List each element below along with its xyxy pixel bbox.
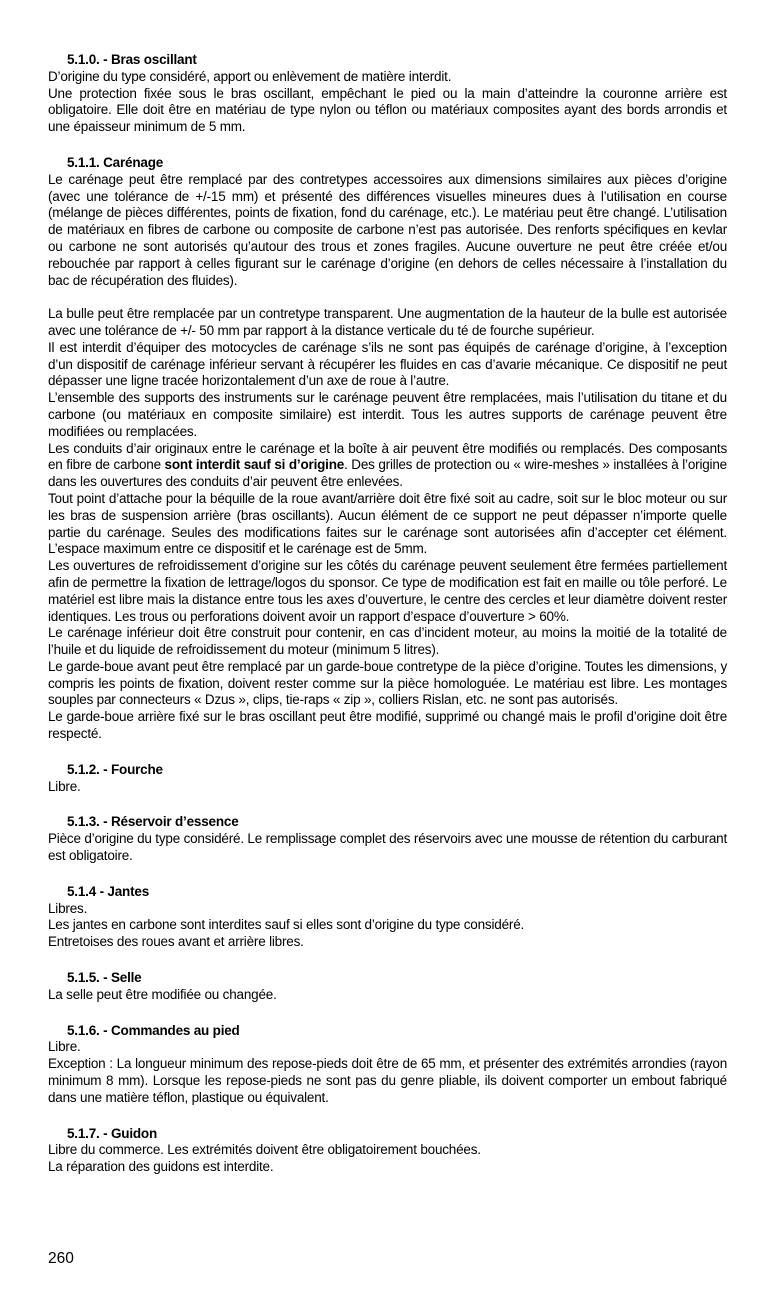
page-number: 260 [48,1250,74,1267]
paragraph-text: Les conduits d’air originaux entre le carénage et la boîte à air peuvent être modifiés ou remplacés. Des composants en fibre de carbone [48,440,727,473]
paragraph-text: Libre du commerce. Les extrémités doivent être obligatoirement bouchées. [48,1142,481,1158]
paragraph [48,306,727,340]
paragraph-text: Il est interdit d’équiper des motocycles de carénage s’ils ne sont pas équipés de carénage d’origine, à l’exception d’un dispositif de carénage inférieur servant à récupérer les fluides en cas d’avarie mécanique. Ce dispositif ne peut dépasser une ligne tracée horizontalement d’un axe de roue à l’autre. [48,339,727,389]
paragraph-text: Le garde-boue avant peut être remplacé par un garde-boue contretype de la pièce d’origine. Toutes les dimensions, y compris les points de fixation, doivent rester comme sur la pièce homologuée. Le matériau est libre. Les montages souples par connecteurs « Dzus », clips, tie-raps « zip », colliers Rislan, etc. ne sont pas autorisés. [48,658,727,708]
paragraph [48,659,727,709]
paragraph-text: La bulle peut être remplacée par un contretype transparent. Une augmentation de la hauteur de la bulle est autorisée avec une tolérance de +/- 50 mm par rapport à la distance verticale du té de fourche supérieur. [48,306,727,338]
paragraph [48,831,727,865]
paragraph-text: Exception : La longueur minimum des repose-pieds doit être de 65 mm, et présenter des extrémités arrondies (rayon minimum 8 mm). Lorsque les repose-pieds ne sont pas du genre pliable, ils doivent comporter un embout fabriqué dans une matière téflon, plastique ou équivalent. [48,1056,727,1105]
paragraph [48,901,727,918]
paragraph-text: La selle peut être modifiée ou changée. [48,986,277,1002]
section-heading: 5.1.3. - Réservoir d’essence [67,814,239,830]
paragraph [48,390,727,440]
paragraph-text: D’origine du type considéré, apport ou enlèvement de matière interdit. [48,68,452,84]
paragraph-text: La réparation des guidons est interdite. [48,1159,274,1175]
paragraph-text: Le carénage peut être remplacé par des contretypes accessoires aux dimensions similaires aux pièces d’origine (avec une tolérance de +/-15 mm) et présenté des différences visuelles mineures dues à l’utilisation en course (mélange de pièces différentes, points de fixation, fond du carénage, etc.). Le matériau peut être changé. L’utilisation de matériaux en fibres de carbone ou composite de carbone n’est pas autorisée. Des renforts spécifiques en kevlar ou carbone ne sont autorisés qu’autour des trous et zones fragiles. Aucune ouverture ne peut être créée et/ou rebouchée par rapport à celles figurant sur le carénage d’origine (en dehors de celles nécessaire à l’installation du bac de récupération des fluides). [48,171,727,288]
section-heading: 5.1.1. Carénage [67,154,164,170]
paragraph [48,779,727,796]
section-heading: 5.1.7. - Guidon [67,1125,158,1141]
paragraph-text: . Des grilles de protection ou « wire-meshes » installées à l’origine dans les ouvertures des conduits d’air peuvent être enlevées. [48,457,727,490]
paragraph [48,1142,727,1159]
paragraph-text: Pièce d’origine du type considéré. Le remplissage complet des réservoirs avec une mousse de rétention du carburant est obligatoire. [48,831,727,864]
paragraph [48,172,727,290]
paragraph [48,441,727,491]
paragraph [48,934,727,951]
paragraph-text: Les ouvertures de refroidissement d’origine sur les côtés du carénage peuvent seulement être fermées partiellement afin de permettre la fixation de lettrage/logos du sponsor. Ce type de modification est fait en maille ou tôle perforé. Le matériel est libre mais la distance entre tous les axes d’ouverture, le centre des cercles et leur diamètre doivent rester identiques. Les trous ou perforations doivent avoir un rapport d’espace d’ouverture > 60%. [48,558,727,624]
paragraph-text: Libre. [48,778,81,794]
section-heading: 5.1.0. - Bras oscillant [67,52,197,67]
paragraph [48,558,727,625]
paragraph [48,1159,727,1176]
section-heading: 5.1.4 - Jantes [67,883,149,899]
paragraph-text: Le garde-boue arrière fixé sur le bras oscillant peut être modifié, supprimé ou changé mais le profil d’origine doit être respecté. [48,709,727,742]
paragraph [48,1056,727,1106]
paragraph-text: Tout point d’attache pour la béquille de la roue avant/arrière doit être fixé soit au cadre, soit sur le bloc moteur ou sur les bras de suspension arrière (bras oscillants). Aucun élément de ce support ne peut dépasser n’importe quelle partie du carénage. Seules des modifications faites sur le carénage sont autorisées afin d’accepter cet élément. L’espace maximum entre ce dispositif et le carénage est de 5mm. [48,490,727,557]
section-heading: 5.1.6. - Commandes au pied [67,1022,240,1038]
paragraph [48,491,727,558]
paragraph-text: Libres. [48,900,88,916]
paragraph [48,1039,727,1056]
paragraph-text: Le carénage inférieur doit être construit pour contenir, en cas d’incident moteur, au moins la moitié de la totalité de l’huile et du liquide de refroidissement du moteur (minimum 5 litres). [48,625,727,658]
section-heading: 5.1.5. - Selle [67,970,142,986]
paragraph [48,987,727,1004]
blank-line [48,289,727,306]
paragraph-text: Libre. [48,1039,81,1055]
paragraph [48,69,727,86]
paragraph-text: Entretoises des roues avant et arrière libres. [48,934,304,950]
paragraph-text-bold: sont interdit sauf si d’origine [164,457,345,473]
paragraph [48,86,727,136]
paragraph [48,917,727,934]
paragraph-text: Une protection fixée sous le bras oscillant, empêchant le pied ou la main d’atteindre la couronne arrière est obligatoire. Elle doit être en matériau de type nylon ou téflon ou matériaux composites ayant des bords arrondis et une épaisseur minimum de 5 mm. [48,85,727,135]
document-content [48,52,727,1176]
paragraph-text: Les jantes en carbone sont interdites sauf si elles sont d’origine du type considéré. [48,917,525,933]
paragraph [48,709,727,743]
paragraph-text: L’ensemble des supports des instruments sur le carénage peuvent être remplacées, mais l’utilisation du titane et du carbone (ou matériaux en composite similaire) est interdit. Tous les autres supports de carénage peuvent être modifiées ou remplacées. [48,390,727,439]
section-heading: 5.1.2. - Fourche [67,761,163,777]
paragraph [48,625,727,659]
paragraph [48,340,727,390]
